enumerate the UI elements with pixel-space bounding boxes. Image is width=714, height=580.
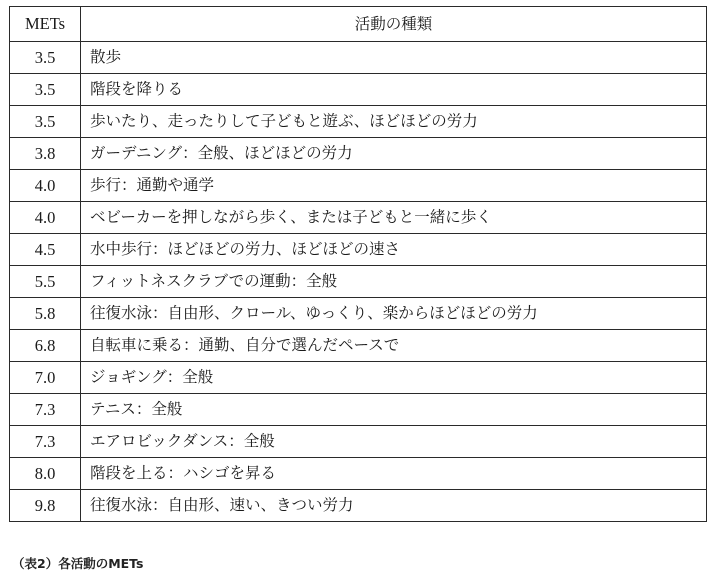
- table-row: [10, 106, 707, 138]
- activity-name: ジョギング：全般: [81, 362, 707, 394]
- activity-name: 階段を降りる: [81, 74, 707, 106]
- table-row: [10, 330, 707, 362]
- activity-name: フィットネスクラブでの運動：全般: [81, 266, 707, 298]
- mets-table-container: [9, 6, 706, 522]
- mets-value: 5.8: [10, 298, 81, 330]
- mets-value: 5.5: [10, 266, 81, 298]
- activity-name: 歩行：通勤や通学: [81, 170, 707, 202]
- activity-name: 散歩: [81, 42, 707, 74]
- table-row: [10, 362, 707, 394]
- mets-value: 9.8: [10, 490, 81, 522]
- table-row: [10, 202, 707, 234]
- activity-name: エアロビックダンス：全般: [81, 426, 707, 458]
- mets-value: 4.0: [10, 202, 81, 234]
- table-caption: （表2）各活動のMETs: [12, 556, 144, 571]
- activity-name: ベビーカーを押しながら歩く、または子どもと一緒に歩く: [81, 202, 707, 234]
- mets-value: 3.5: [10, 106, 81, 138]
- table-row: [10, 74, 707, 106]
- mets-value: 3.5: [10, 74, 81, 106]
- mets-value: 3.8: [10, 138, 81, 170]
- table-row: [10, 490, 707, 522]
- table-row: [10, 426, 707, 458]
- mets-value: 8.0: [10, 458, 81, 490]
- mets-value: 3.5: [10, 42, 81, 74]
- activity-name: 水中歩行：ほどほどの労力、ほどほどの速さ: [81, 234, 707, 266]
- mets-value: 4.5: [10, 234, 81, 266]
- activity-name: テニス：全般: [81, 394, 707, 426]
- mets-value: 7.0: [10, 362, 81, 394]
- table-row: [10, 42, 707, 74]
- activity-name: 往復水泳：自由形、速い、きつい労力: [81, 490, 707, 522]
- mets-table: [9, 6, 707, 522]
- table-row: [10, 394, 707, 426]
- mets-value: 6.8: [10, 330, 81, 362]
- activity-name: 自転車に乗る：通勤、自分で選んだペースで: [81, 330, 707, 362]
- activity-name: 階段を上る：ハシゴを昇る: [81, 458, 707, 490]
- activity-name: 歩いたり、走ったりして子どもと遊ぶ、ほどほどの労力: [81, 106, 707, 138]
- mets-value: 4.0: [10, 170, 81, 202]
- table-row: [10, 298, 707, 330]
- mets-value: 7.3: [10, 426, 81, 458]
- table-row: [10, 458, 707, 490]
- table-header-row: [10, 7, 707, 42]
- table-row: [10, 170, 707, 202]
- header-mets: METs: [10, 7, 81, 42]
- header-activity: 活動の種類: [81, 7, 707, 42]
- mets-value: 7.3: [10, 394, 81, 426]
- table-row: [10, 266, 707, 298]
- activity-name: 往復水泳：自由形、クロール、ゆっくり、楽からほどほどの労力: [81, 298, 707, 330]
- table-row: [10, 138, 707, 170]
- table-row: [10, 234, 707, 266]
- activity-name: ガーデニング：全般、ほどほどの労力: [81, 138, 707, 170]
